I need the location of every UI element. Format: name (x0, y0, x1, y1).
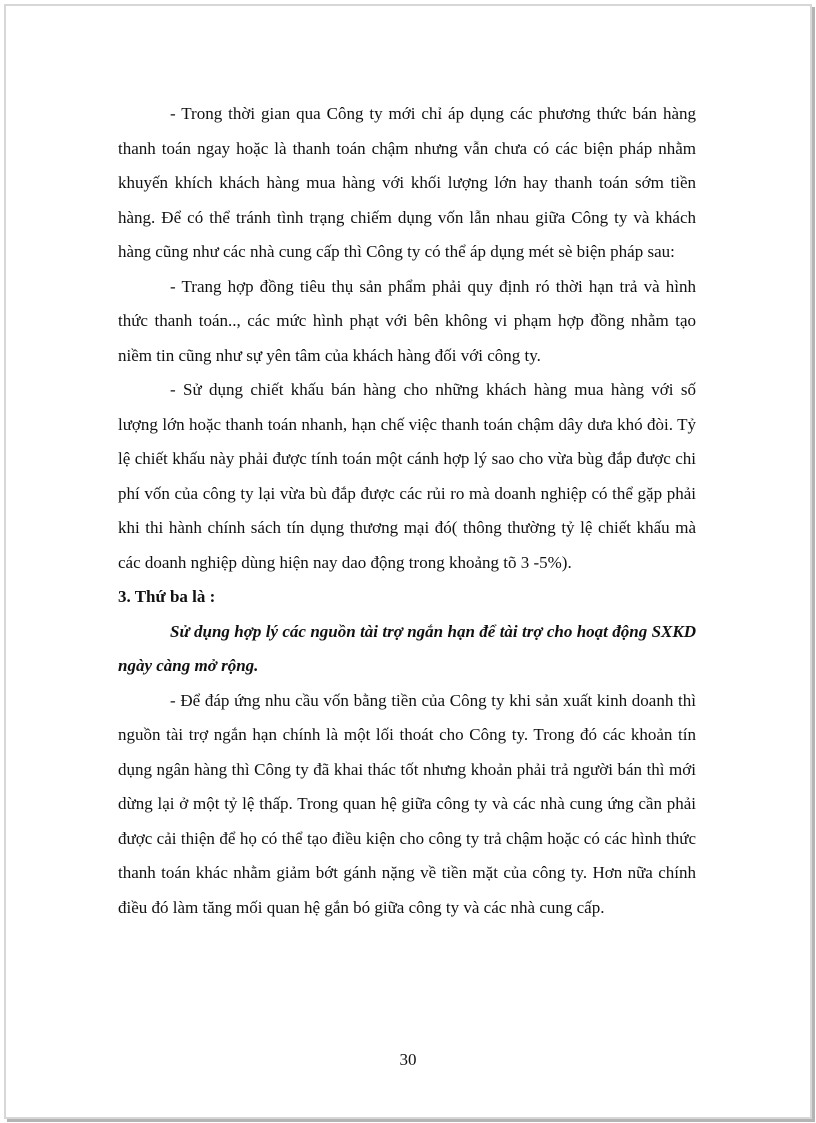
page-number: 30 (399, 1050, 417, 1069)
paragraph-sales-discount: - Sử dụng chiết khấu bán hàng cho những khách hàng mua hàng với số lượng lớn hoặc thanh toán nhanh, hạn chế việc thanh toán chậm dây dưa khó đòi. Tỷ lệ chiết khấu này phải được tính toán một cánh hợp lý sao cho vừa bùg đắp được chi phí vốn của công ty lại vừa bù đắp được các rủi ro mà doanh nghiệp có thể gặp phải khi thi hành chính sách tín dụng thương mại đó( thông thường tỷ lệ chiết khấu mà các doanh nghiệp dùng hiện nay dao động trong khoảng tõ 3 -5%). (118, 380, 696, 572)
section-subheading: Sử dụng hợp lý các nguồn tài trợ ngắn hạn để tài trợ cho hoạt động SXKD ngày càng mở rộng. (118, 621, 696, 675)
paragraph-short-term-funding: - Để đáp ứng nhu cầu vốn bằng tiền của Công ty khi sản xuất kinh doanh thì nguồn tài trợ ngắn hạn chính là một lối thoát cho Công ty. Trong đó các khoản tín dụng ngân hàng thì Công ty đã khai thác tốt nhưng khoản phải trả người bán thì mới dừng lại ở một tỷ lệ thấp. Trong quan hệ giữa công ty và các nhà cung ứng cần phải được cải thiện để họ có thể tạo điều kiện cho công ty trả chậm hoặc có các hình thức thanh toán khác nhằm giảm bớt gánh nặng về tiền mặt của công ty. Hơn nữa chính điều đó làm tăng mối quan hệ gắn bó giữa công ty và các nhà cung cấp. (118, 690, 696, 917)
paragraph-contract-terms: - Trang hợp đồng tiêu thụ sản phẩm phải quy định ró thời hạn trả và hình thức thanh toán.., các mức hình phạt với bên không vi phạm hợp đồng nhằm tạo niềm tin cũng như sự yên tâm của khách hàng đối với công ty. (118, 276, 696, 365)
page-body (118, 97, 696, 925)
section-heading: 3. Thứ ba là : (118, 587, 216, 606)
paragraph-payment-methods: - Trong thời gian qua Công ty mới chỉ áp dụng các phương thức bán hàng thanh toán ngay hoặc là thanh toán chậm nhưng vẫn chưa có các biện pháp nhằm khuyến khích khách hàng mua hàng với khối lượng lớn hay thanh toán sớm tiền hàng. Để có thể tránh tình trạng chiếm dụng vốn lẫn nhau giữa Công ty và khách hàng cũng như các nhà cung cấp thì Công ty có thể áp dụng mét sè biện pháp sau: (118, 104, 696, 261)
